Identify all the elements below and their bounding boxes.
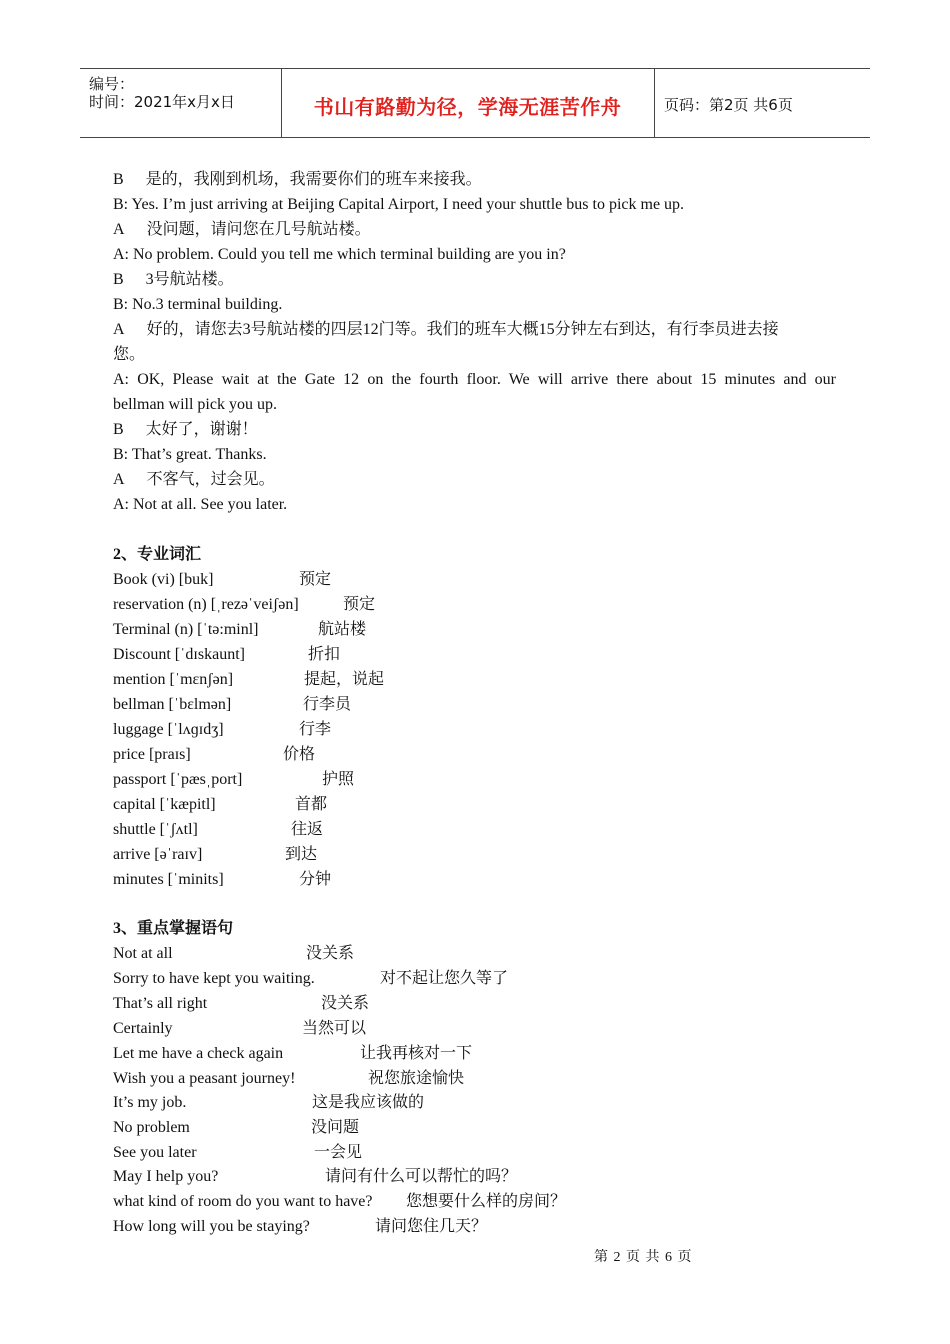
phrase-zh: 一会见 bbox=[314, 1144, 363, 1161]
vocab-term: mention [ˈmɛnʃən] bbox=[113, 671, 234, 688]
vocab-meaning: 到达 bbox=[285, 846, 318, 863]
vocab-meaning: 首都 bbox=[295, 796, 328, 813]
dialogue-text: 是的，我刚到机场，我需要你们的班车来接我。 bbox=[145, 171, 482, 188]
dialogue-line bbox=[113, 420, 258, 440]
dialogue-line bbox=[113, 270, 234, 290]
phrase-en: See you later bbox=[113, 1144, 197, 1161]
phrase-zh: 让我再核对一下 bbox=[360, 1045, 473, 1062]
vocab-term: Discount [ˈdɪskaunt] bbox=[113, 646, 245, 663]
phrase-zh: 请问您住几天？ bbox=[375, 1218, 488, 1235]
vocab-term: Book (vi) [buk] bbox=[113, 571, 214, 588]
phrase-en: May I help you? bbox=[113, 1168, 219, 1185]
vocab-meaning: 行李 bbox=[299, 721, 332, 738]
dialogue-line bbox=[113, 220, 371, 240]
phrase-zh: 您想要什么样的房间？ bbox=[406, 1193, 567, 1210]
header-page-label: 页码：第2页 共6页 bbox=[664, 96, 793, 114]
phrase-en: How long will you be staying? bbox=[113, 1218, 310, 1235]
phrase-zh: 当然可以 bbox=[302, 1020, 367, 1037]
header-motto: 书山有路勤为径，学海无涯苦作舟 bbox=[313, 95, 622, 119]
dialogue-line bbox=[113, 320, 779, 340]
vocab-term: price [praɪs] bbox=[113, 746, 191, 763]
speaker-label: B bbox=[113, 421, 124, 438]
phrase-en: That’s all right bbox=[113, 995, 208, 1012]
dialogue-text: 不客气，过会见。 bbox=[146, 471, 275, 488]
speaker-label: A bbox=[113, 471, 125, 488]
dialogue-line: B: That’s great. Thanks. bbox=[113, 446, 267, 463]
dialogue-line: B: Yes. I’m just arriving at Beijing Capital Airport, I need your shuttle bus to pick me up. bbox=[113, 196, 685, 213]
dialogue-text: 好的，请您去3号航站楼的四层12门等。我们的班车大概15分钟左右到达，有行李员进去接 bbox=[146, 321, 779, 338]
speaker-label: A bbox=[113, 321, 125, 338]
phrase-zh: 对不起让您久等了 bbox=[380, 970, 509, 987]
vocab-term: minutes [ˈminits] bbox=[113, 871, 224, 888]
vocab-term: capital [ˈkæpitl] bbox=[113, 796, 216, 813]
vocab-meaning: 提起，说起 bbox=[304, 671, 385, 688]
vocab-meaning: 预定 bbox=[343, 596, 376, 613]
phrase-en: Sorry to have kept you waiting. bbox=[113, 970, 315, 987]
vocab-meaning: 折扣 bbox=[308, 646, 341, 663]
vocab-term: bellman [ˈbɛlmən] bbox=[113, 696, 232, 713]
dialogue-line: A: Not at all. See you later. bbox=[113, 496, 288, 513]
phrase-en: Not at all bbox=[113, 945, 173, 962]
speaker-label: B bbox=[113, 171, 124, 188]
dialogue-text: 没问题，请问您在几号航站楼。 bbox=[146, 221, 371, 238]
doc-number-label: 编号： bbox=[89, 75, 135, 93]
speaker-label: B bbox=[113, 271, 124, 288]
phrase-zh: 请问有什么可以帮忙的吗？ bbox=[325, 1168, 518, 1185]
phrase-zh: 没问题 bbox=[311, 1119, 360, 1136]
dialogue-line: B: No.3 terminal building. bbox=[113, 296, 283, 313]
vocab-meaning: 往返 bbox=[291, 821, 324, 838]
phrase-en: It’s my job. bbox=[113, 1094, 187, 1111]
phrase-en: Let me have a check again bbox=[113, 1045, 284, 1062]
dialogue-line bbox=[113, 470, 275, 490]
vocab-term: shuttle [ˈʃʌtl] bbox=[113, 821, 198, 838]
vocab-meaning: 分钟 bbox=[299, 871, 332, 888]
dialogue-line: 您。 bbox=[113, 346, 146, 363]
phrases-heading: 3、重点掌握语句 bbox=[113, 920, 234, 937]
page-footer: 第 2 页 共 6 页 bbox=[594, 1250, 693, 1265]
phrase-en: Wish you a peasant journey! bbox=[113, 1070, 296, 1087]
speaker-label: A bbox=[113, 221, 125, 238]
dialogue-line: bellman will pick you up. bbox=[113, 396, 277, 413]
dialogue-text: 太好了，谢谢！ bbox=[145, 421, 258, 438]
vocab-heading: 2、专业词汇 bbox=[113, 546, 202, 563]
vocab-meaning: 航站楼 bbox=[318, 621, 367, 638]
vocab-meaning: 预定 bbox=[299, 571, 332, 588]
doc-time-label: 时间：2021年x月x日 bbox=[89, 93, 235, 111]
phrase-en: Certainly bbox=[113, 1020, 173, 1037]
phrase-zh: 这是我应该做的 bbox=[312, 1094, 425, 1111]
vocab-term: passport [ˈpæsˌport] bbox=[113, 771, 243, 788]
phrase-en: No problem bbox=[113, 1119, 190, 1136]
dialogue-line bbox=[113, 170, 482, 190]
header-page-cell bbox=[655, 69, 870, 137]
vocab-meaning: 护照 bbox=[322, 771, 355, 788]
phrase-zh: 祝您旅途愉快 bbox=[368, 1070, 465, 1087]
vocab-term: reservation (n) [ˌrezəˈveiʃən] bbox=[113, 596, 299, 613]
header-meta-cell bbox=[80, 69, 282, 137]
dialogue-text: 3号航站楼。 bbox=[145, 271, 234, 288]
vocab-term: arrive [əˈraɪv] bbox=[113, 846, 203, 863]
vocab-term: Terminal (n) [ˈtə:minl] bbox=[113, 621, 259, 638]
vocab-meaning: 价格 bbox=[283, 746, 316, 763]
dialogue-line: A: No problem. Could you tell me which terminal building are you in? bbox=[113, 246, 566, 263]
phrase-zh: 没关系 bbox=[306, 945, 355, 962]
page-header bbox=[80, 68, 870, 138]
header-motto-cell bbox=[281, 69, 655, 137]
phrase-zh: 没关系 bbox=[321, 995, 370, 1012]
dialogue-line: A: OK, Please wait at the Gate 12 on the fourth floor. We will arrive there about 15 minutes and our bbox=[113, 371, 836, 388]
phrase-en: what kind of room do you want to have? bbox=[113, 1193, 373, 1210]
vocab-term: luggage [ˈlʌɡɪdʒ] bbox=[113, 721, 224, 738]
vocab-meaning: 行李员 bbox=[303, 696, 352, 713]
